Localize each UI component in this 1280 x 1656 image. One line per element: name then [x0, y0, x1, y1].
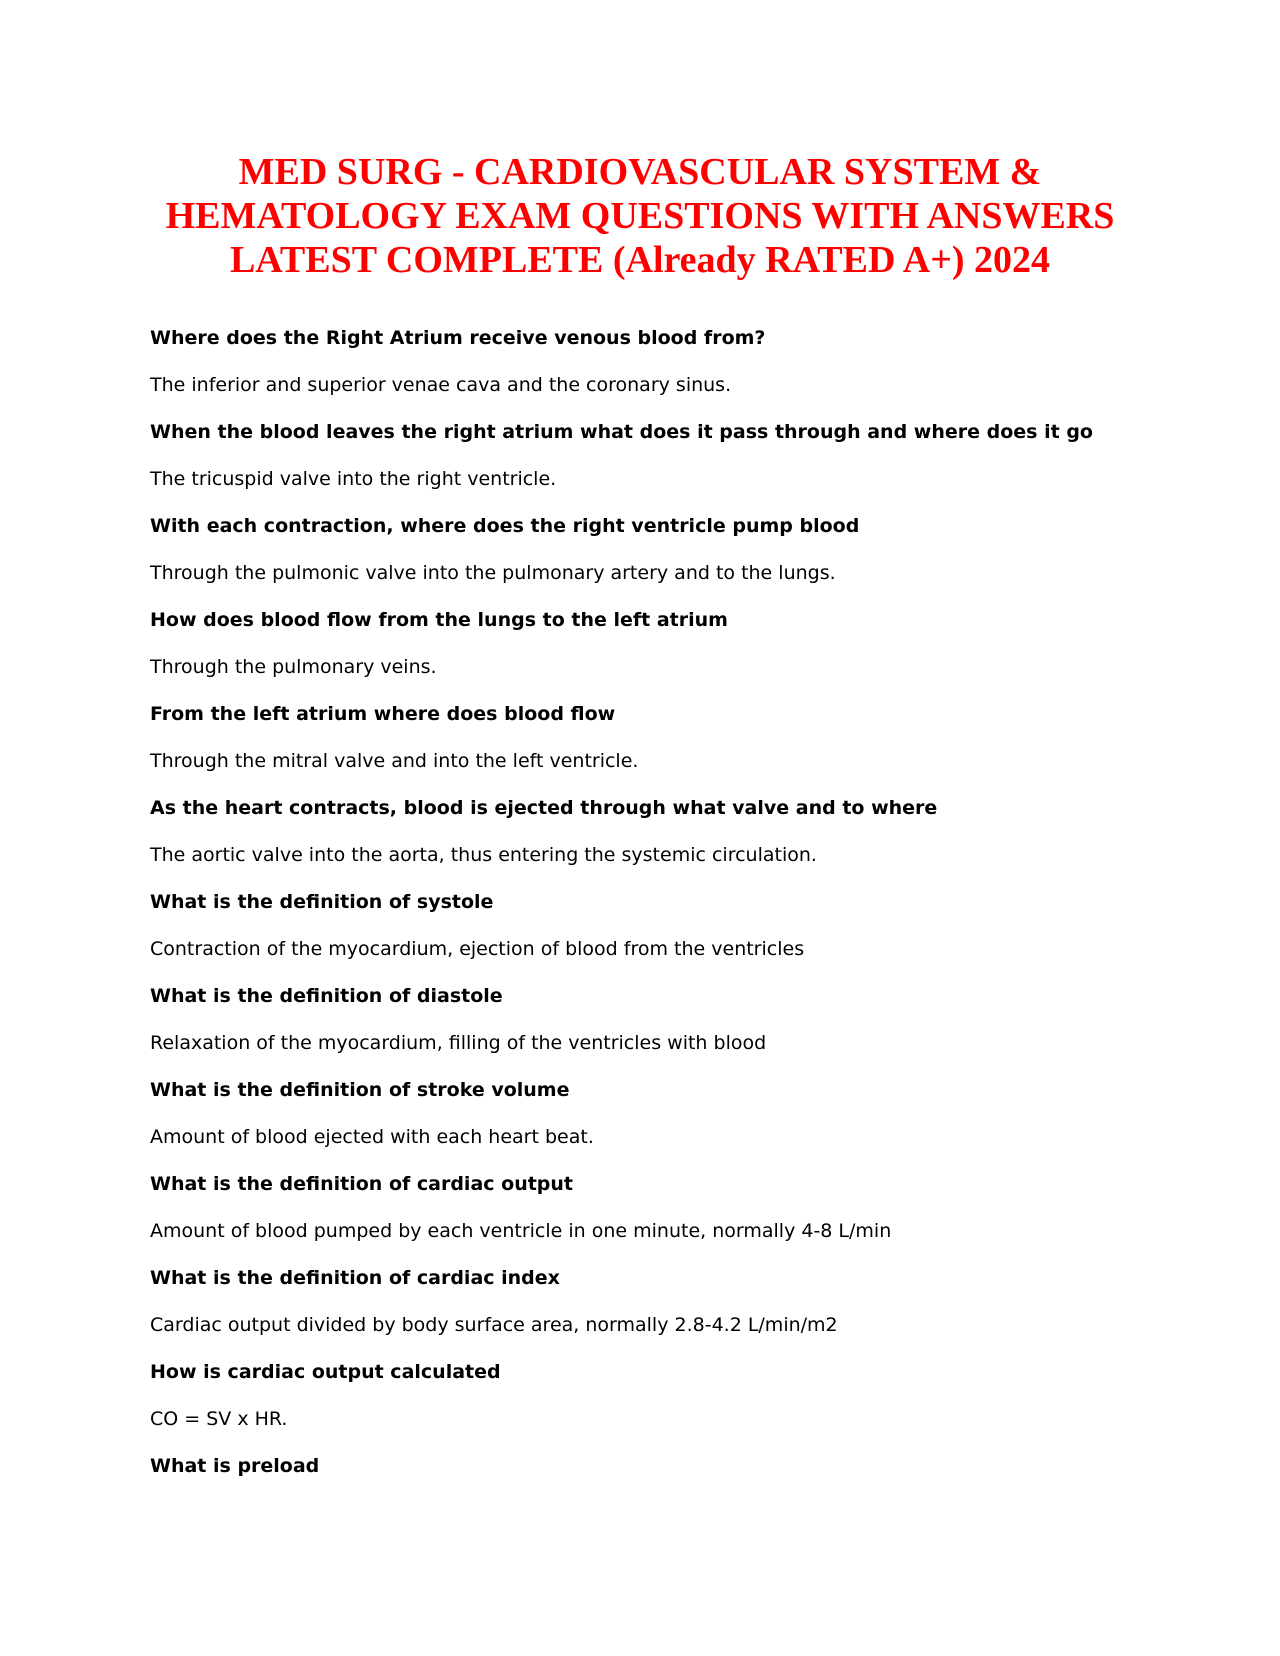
answer: Amount of blood ejected with each heart beat. — [150, 1126, 594, 1148]
question: What is the definition of diastole — [150, 985, 503, 1007]
question: What is the definition of stroke volume — [150, 1079, 570, 1101]
answer: Cardiac output divided by body surface area, normally 2.8-4.2 L/min/m2 — [150, 1314, 838, 1336]
answer: The inferior and superior venae cava and the coronary sinus. — [150, 374, 732, 396]
answer: Through the pulmonic valve into the pulmonary artery and to the lungs. — [150, 562, 836, 584]
question: From the left atrium where does blood flow — [150, 703, 616, 725]
question: Where does the Right Atrium receive venous blood from? — [150, 327, 766, 349]
title-line: HEMATOLOGY EXAM QUESTIONS WITH ANSWERS — [165, 195, 1115, 237]
title-line: MED SURG - CARDIOVASCULAR SYSTEM & — [238, 151, 1042, 193]
answer: Through the pulmonary veins. — [150, 656, 437, 678]
answer: The tricuspid valve into the right ventricle. — [150, 468, 557, 490]
question: How does blood flow from the lungs to the left atrium — [150, 609, 728, 631]
answer: Contraction of the myocardium, ejection of blood from the ventricles — [150, 938, 805, 960]
question: What is the definition of cardiac index — [150, 1267, 560, 1289]
question: When the blood leaves the right atrium what does it pass through and where does it go — [150, 421, 1093, 443]
question: With each contraction, where does the right ventricle pump blood — [150, 515, 860, 537]
answer: Relaxation of the myocardium, filling of the ventricles with blood — [150, 1032, 767, 1054]
question: What is the definition of systole — [150, 891, 494, 913]
question: What is preload — [150, 1455, 320, 1477]
title-line: LATEST COMPLETE (Already RATED A+) 2024 — [229, 239, 1051, 281]
question: What is the definition of cardiac output — [150, 1173, 574, 1195]
qa-list — [150, 325, 1150, 1500]
question: How is cardiac output calculated — [150, 1361, 501, 1383]
answer: Amount of blood pumped by each ventricle in one minute, normally 4-8 L/min — [150, 1220, 892, 1242]
answer: The aortic valve into the aorta, thus entering the systemic circulation. — [150, 844, 817, 866]
answer: Through the mitral valve and into the left ventricle. — [150, 750, 639, 772]
answer: CO = SV x HR. — [150, 1408, 288, 1430]
document-title — [120, 150, 1160, 282]
question: As the heart contracts, blood is ejected through what valve and to where — [150, 797, 938, 819]
